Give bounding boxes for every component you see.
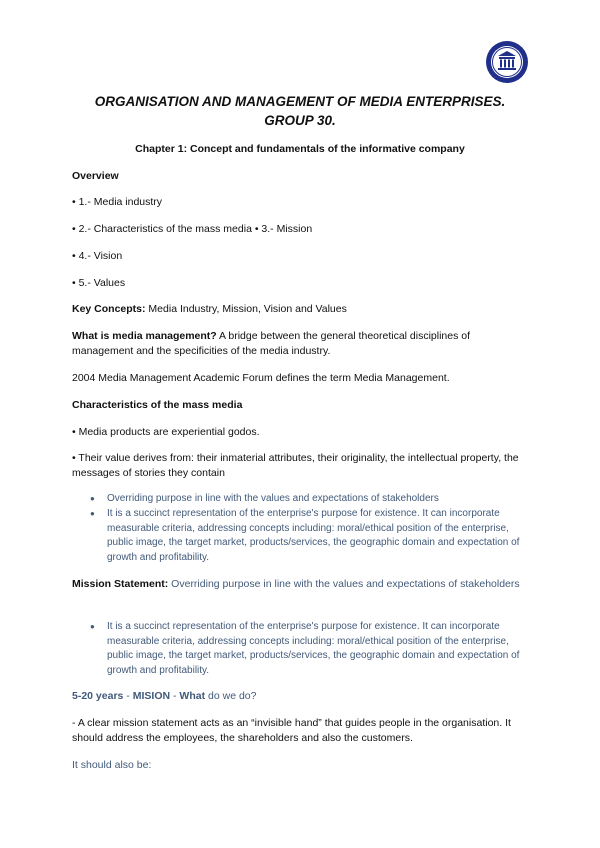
overview-heading: Overview [72, 170, 119, 182]
key-concepts-paragraph [72, 302, 532, 317]
mision-word: MISION [132, 690, 171, 702]
list-item [90, 620, 540, 680]
mission-statement-paragraph [72, 577, 532, 592]
bullet-dot-icon: ● [90, 509, 95, 518]
list-item-text: Overriding purpose in line with the values and expectations of stakeholders [107, 493, 439, 504]
title-line-1: ORGANISATION AND MANAGEMENT OF MEDIA ENTERPRISES. [94, 94, 506, 109]
forum-paragraph: 2004 Media Management Academic Forum defines the term Media Management. [72, 372, 450, 384]
list-item [90, 507, 540, 567]
university-seal-icon [485, 40, 529, 84]
characteristics-paragraph: • Media products are experiential godos. [72, 426, 260, 438]
chapter-heading: Chapter 1: Concept and fundamentals of the informative company [135, 143, 465, 155]
characteristics-paragraph: • Their value derives from: their inmaterial attributes, their originality, the intellectual property, the messages of stories they contain [72, 452, 519, 479]
media-management-label: What is media management? [72, 330, 217, 342]
mision-years: 5-20 years [72, 690, 124, 702]
list-item-text: It is a succinct representation of the enterprise's purpose for existence. It can incorporate measurable criteria, addressing concepts including: moral/ethical position of the enterprise, public image, the target market, products/services, the geographic domain and expectation of growth and profitability. [107, 508, 520, 564]
mision-heading [72, 689, 532, 704]
overview-item: • 5.- Values [72, 277, 126, 289]
key-concepts-label: Key Concepts: [72, 303, 146, 315]
media-management-paragraph [72, 329, 532, 359]
bullet-dot-icon: ● [90, 494, 95, 503]
mission-statement-label: Mission Statement: [72, 578, 169, 590]
also-paragraph: It should also be: [72, 759, 152, 771]
mission-statement-text: Overriding purpose in line with the values and expectations of stakeholders [168, 578, 520, 590]
bullet-dot-icon: ● [90, 622, 95, 631]
key-concepts-text: Media Industry, Mission, Vision and Values [145, 303, 347, 315]
mision-separator: - [170, 690, 180, 702]
list-item [90, 492, 540, 507]
mision-separator: - [123, 690, 133, 702]
title-line-2: GROUP 30. [264, 113, 336, 128]
overview-item: • 1.- Media industry [72, 196, 163, 208]
media-management-text: A bridge between the general theoretical disciplines of management and the specificities of the media industry. [72, 330, 471, 357]
mision-what: What [179, 690, 206, 702]
mision-rest: do we do? [205, 690, 257, 702]
characteristics-heading: Characteristics of the mass media [72, 399, 243, 411]
document-title [60, 92, 540, 130]
overview-item: • 4.- Vision [72, 250, 123, 262]
list-item-text: It is a succinct representation of the enterprise's purpose for existence. It can incorporate measurable criteria, addressing concepts including: moral/ethical position of the enterprise, public image, the target market, products/services, the geographic domain and expectation of growth and profitability. [107, 621, 520, 677]
invisible-hand-paragraph: - A clear mission statement acts as an “invisible hand” that guides people in the organisation. It should address the employees, the shareholders and also the customers. [72, 717, 511, 744]
overview-item: • 2.- Characteristics of the mass media • 3.- Mission [72, 223, 313, 235]
